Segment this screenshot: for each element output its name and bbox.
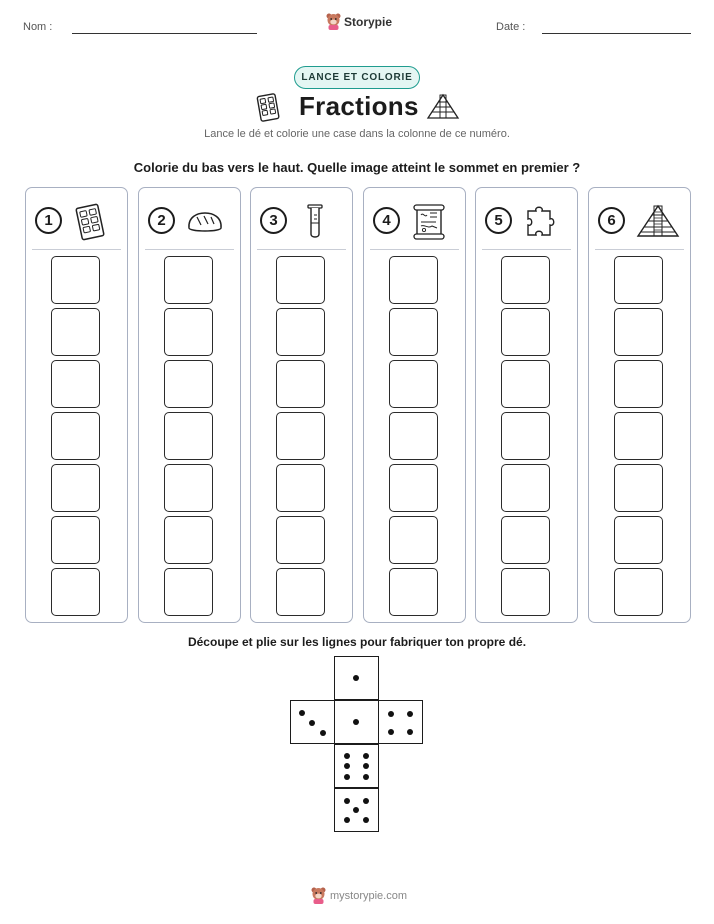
title-row bbox=[0, 91, 714, 125]
die-face-3 bbox=[290, 700, 335, 744]
color-cell[interactable] bbox=[51, 464, 100, 512]
color-cell[interactable] bbox=[614, 568, 663, 616]
column-number: 4 bbox=[373, 207, 400, 234]
color-cell[interactable] bbox=[501, 568, 550, 616]
die-pip bbox=[309, 720, 315, 726]
color-cell[interactable] bbox=[51, 412, 100, 460]
column-3 bbox=[250, 187, 353, 623]
column-header bbox=[485, 203, 570, 241]
color-cell[interactable] bbox=[164, 568, 213, 616]
die-pip bbox=[363, 774, 369, 780]
color-cell[interactable] bbox=[501, 464, 550, 512]
color-cell[interactable] bbox=[614, 516, 663, 564]
test-tube-icon bbox=[297, 203, 333, 241]
color-cell[interactable] bbox=[389, 412, 438, 460]
column-divider bbox=[145, 249, 234, 250]
column-header bbox=[598, 203, 683, 241]
bread-icon bbox=[185, 203, 225, 241]
activity-badge: LANCE ET COLORIE bbox=[294, 66, 420, 89]
color-cell[interactable] bbox=[276, 516, 325, 564]
column-number: 2 bbox=[148, 207, 175, 234]
brand-name: Storypie bbox=[344, 14, 393, 29]
column-number: 5 bbox=[485, 207, 512, 234]
die-pip bbox=[299, 710, 305, 716]
color-cell[interactable] bbox=[51, 308, 100, 356]
color-cell[interactable] bbox=[614, 412, 663, 460]
column-divider bbox=[257, 249, 346, 250]
puzzle-piece-icon bbox=[522, 203, 560, 241]
column-1 bbox=[25, 187, 128, 623]
column-number: 1 bbox=[35, 207, 62, 234]
color-cell[interactable] bbox=[276, 360, 325, 408]
column-6 bbox=[588, 187, 691, 623]
column-5 bbox=[475, 187, 578, 623]
color-cell[interactable] bbox=[164, 464, 213, 512]
pyramid-icon bbox=[635, 203, 681, 241]
chocolate-bar-icon bbox=[72, 203, 108, 241]
bear-mascot-icon bbox=[326, 13, 341, 30]
column-divider bbox=[32, 249, 121, 250]
cut-instruction: Découpe et plie sur les lignes pour fabriquer ton propre dé. bbox=[187, 635, 527, 649]
die-pip bbox=[363, 753, 369, 759]
die-pip bbox=[407, 711, 413, 717]
color-cell[interactable] bbox=[276, 568, 325, 616]
bear-mascot-icon bbox=[311, 887, 326, 904]
die-pip bbox=[353, 719, 359, 725]
color-cell[interactable] bbox=[389, 360, 438, 408]
color-cell[interactable] bbox=[614, 256, 663, 304]
column-header bbox=[260, 203, 345, 241]
die-pip bbox=[320, 730, 326, 736]
color-cell[interactable] bbox=[164, 412, 213, 460]
color-cell[interactable] bbox=[51, 568, 100, 616]
pyramid-icon bbox=[426, 93, 460, 120]
date-line bbox=[542, 33, 691, 34]
die-pip bbox=[388, 729, 394, 735]
color-cell[interactable] bbox=[51, 256, 100, 304]
die-pip bbox=[344, 774, 350, 780]
column-2 bbox=[138, 187, 241, 623]
die-pip bbox=[353, 675, 359, 681]
name-label: Nom : bbox=[23, 21, 53, 33]
color-cell[interactable] bbox=[164, 256, 213, 304]
color-cell[interactable] bbox=[51, 516, 100, 564]
color-cell[interactable] bbox=[276, 412, 325, 460]
chocolate-bar-icon bbox=[255, 92, 282, 122]
name-line bbox=[72, 33, 257, 34]
color-cell[interactable] bbox=[614, 464, 663, 512]
color-cell[interactable] bbox=[501, 516, 550, 564]
instruction-text: Colorie du bas vers le haut. Quelle image atteint le sommet en premier ? bbox=[133, 160, 581, 175]
column-number: 6 bbox=[598, 207, 625, 234]
die-pip bbox=[363, 817, 369, 823]
die-pip bbox=[388, 711, 394, 717]
column-divider bbox=[370, 249, 459, 250]
column-header bbox=[373, 203, 458, 241]
die-pip bbox=[344, 763, 350, 769]
footer bbox=[311, 887, 407, 904]
subtitle: Lance le dé et colorie une case dans la colonne de ce numéro. bbox=[204, 128, 510, 140]
column-header bbox=[35, 203, 120, 241]
die-pip bbox=[344, 817, 350, 823]
color-cell[interactable] bbox=[164, 360, 213, 408]
color-cell[interactable] bbox=[389, 516, 438, 564]
color-cell[interactable] bbox=[389, 464, 438, 512]
color-cell[interactable] bbox=[501, 360, 550, 408]
color-cell[interactable] bbox=[614, 360, 663, 408]
die-face-6 bbox=[334, 744, 379, 788]
die-pip bbox=[363, 798, 369, 804]
color-cell[interactable] bbox=[276, 256, 325, 304]
column-4 bbox=[363, 187, 466, 623]
die-face-1 bbox=[334, 656, 379, 700]
color-cell[interactable] bbox=[614, 308, 663, 356]
color-cell[interactable] bbox=[389, 308, 438, 356]
color-cell[interactable] bbox=[389, 256, 438, 304]
color-cell[interactable] bbox=[389, 568, 438, 616]
die-pip bbox=[344, 753, 350, 759]
date-label: Date : bbox=[496, 21, 526, 33]
die-face-5 bbox=[334, 788, 379, 832]
column-number: 3 bbox=[260, 207, 287, 234]
color-cell[interactable] bbox=[276, 464, 325, 512]
color-cell[interactable] bbox=[276, 308, 325, 356]
column-divider bbox=[595, 249, 684, 250]
die-pip bbox=[344, 798, 350, 804]
scroll-map-icon bbox=[410, 203, 448, 241]
color-cell[interactable] bbox=[164, 516, 213, 564]
die-pip bbox=[353, 807, 359, 813]
color-cell[interactable] bbox=[51, 360, 100, 408]
die-pip bbox=[363, 763, 369, 769]
color-cell[interactable] bbox=[501, 412, 550, 460]
footer-url[interactable]: mystorypie.com bbox=[330, 889, 408, 902]
color-cell[interactable] bbox=[501, 256, 550, 304]
die-face-4 bbox=[378, 700, 423, 744]
die-pip bbox=[407, 729, 413, 735]
brand-logo bbox=[326, 13, 392, 30]
column-divider bbox=[482, 249, 571, 250]
column-header bbox=[148, 203, 233, 241]
color-cell[interactable] bbox=[501, 308, 550, 356]
page-title: Fractions bbox=[299, 91, 419, 121]
color-cell[interactable] bbox=[164, 308, 213, 356]
die-face-1 bbox=[334, 700, 379, 744]
